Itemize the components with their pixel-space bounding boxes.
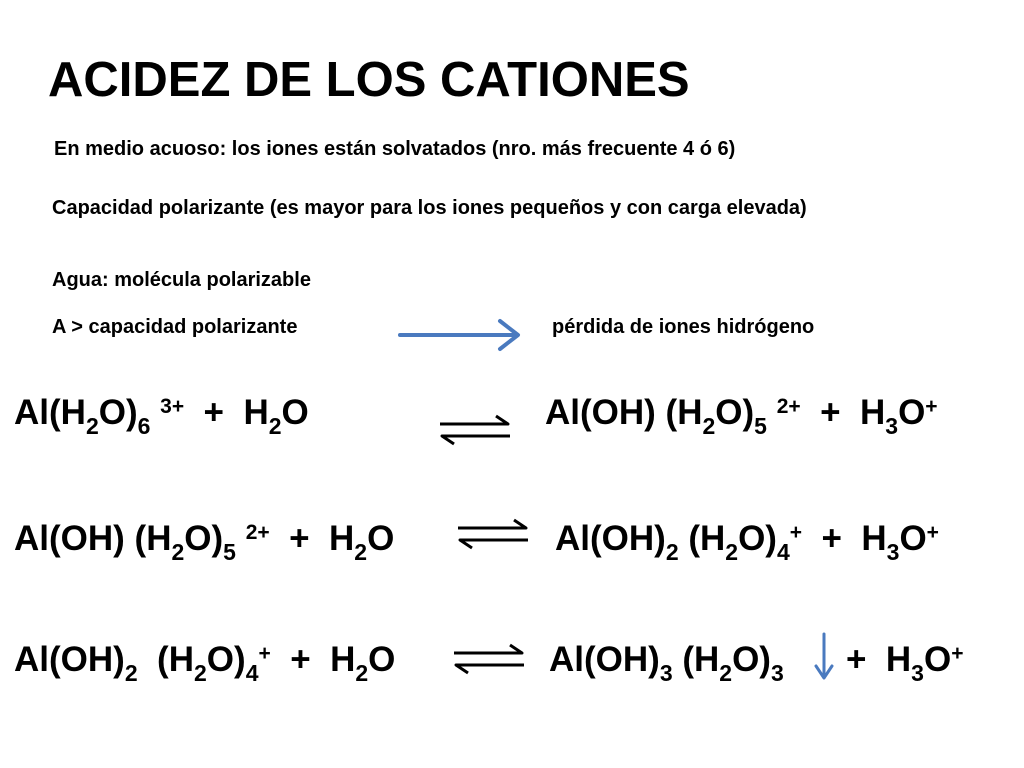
formula-text: + H — [802, 519, 887, 558]
formula-text: (H — [678, 519, 726, 558]
equation-2-products — [555, 519, 939, 565]
formula-superscript: 2+ — [245, 521, 270, 544]
equation-3-reactants — [14, 640, 396, 686]
equilibrium-arrows-icon — [436, 414, 514, 448]
formula-text: O) — [738, 519, 777, 558]
formula-text: + H — [269, 519, 355, 558]
formula-text: O — [898, 393, 926, 432]
formula-text: + H — [270, 640, 356, 679]
formula-subscript: 6 — [137, 413, 151, 439]
formula-subscript: 2 — [719, 660, 733, 686]
polarizing-capacity-note: Capacidad polarizante (es mayor para los iones pequeños y con carga elevada) — [52, 197, 807, 219]
formula-subscript: 2 — [702, 413, 716, 439]
formula-text: O) — [184, 519, 224, 558]
formula-subscript: 3 — [885, 413, 899, 439]
formula-subscript: 2 — [355, 660, 369, 686]
down-arrow-icon — [812, 632, 836, 682]
equation-3-products-ions — [846, 640, 964, 686]
formula-text: (H — [672, 640, 720, 679]
formula-text: O — [367, 519, 395, 558]
formula-text — [767, 393, 777, 432]
formula-text: Al(OH) (H — [14, 519, 172, 558]
formula-text: O) — [715, 393, 755, 432]
formula-subscript: 3 — [911, 660, 924, 686]
solvation-note: En medio acuoso: los iones están solvatados (nro. más frecuente 4 ó 6) — [54, 138, 736, 160]
equilibrium-arrows-icon — [454, 518, 532, 552]
equilibrium-arrows-icon — [450, 643, 528, 677]
formula-text: O — [923, 640, 952, 679]
slide-title: ACIDEZ DE LOS CATIONES — [48, 53, 690, 107]
formula-text: Al(OH) (H — [545, 393, 703, 432]
formula-text: O) — [98, 393, 138, 432]
formula-subscript: 2 — [354, 539, 368, 565]
equation-2-reactants — [14, 519, 395, 565]
formula-subscript: 4 — [776, 539, 790, 565]
formula-text: Al(OH) — [14, 640, 125, 679]
relation-right-text: pérdida de iones hidrógeno — [552, 316, 815, 338]
formula-text: (H — [137, 640, 194, 679]
formula-text: O) — [206, 640, 246, 679]
formula-subscript: 2 — [194, 660, 207, 686]
formula-subscript: 3 — [659, 660, 673, 686]
water-note: Agua: molécula polarizable — [52, 269, 311, 291]
formula-text: Al(OH) — [549, 640, 660, 679]
formula-text: Al(OH) — [555, 519, 666, 558]
formula-text: O — [281, 393, 309, 432]
formula-text: + H — [184, 393, 269, 432]
formula-subscript: 3 — [770, 660, 784, 686]
formula-subscript: 2 — [124, 660, 138, 686]
formula-subscript: 3 — [886, 539, 900, 565]
formula-subscript: 2 — [665, 539, 679, 565]
formula-subscript: 4 — [245, 660, 259, 686]
formula-subscript: 5 — [223, 539, 236, 565]
formula-text — [150, 393, 160, 432]
formula-subscript: 2 — [85, 413, 99, 439]
relation-left-text: A > capacidad polarizante — [52, 316, 298, 338]
formula-superscript: + — [789, 521, 803, 544]
formula-superscript: 2+ — [776, 395, 801, 418]
formula-text: + H — [846, 640, 912, 679]
formula-superscript: + — [926, 521, 939, 544]
equation-1-reactants — [14, 393, 309, 439]
formula-text: + H — [800, 393, 886, 432]
formula-text: Al(H — [14, 393, 86, 432]
formula-subscript: 2 — [268, 413, 282, 439]
formula-superscript: + — [951, 642, 964, 665]
formula-text — [236, 519, 246, 558]
formula-superscript: + — [925, 395, 938, 418]
formula-superscript: + — [258, 642, 271, 665]
formula-text: O — [368, 640, 396, 679]
right-arrow-icon — [398, 318, 528, 348]
formula-text: O — [899, 519, 927, 558]
formula-subscript: 5 — [754, 413, 767, 439]
equation-3-products — [549, 640, 784, 686]
formula-text: O) — [732, 640, 771, 679]
formula-superscript: 3+ — [160, 395, 185, 418]
equation-1-products — [545, 393, 938, 439]
formula-subscript: 2 — [171, 539, 185, 565]
formula-subscript: 2 — [725, 539, 739, 565]
